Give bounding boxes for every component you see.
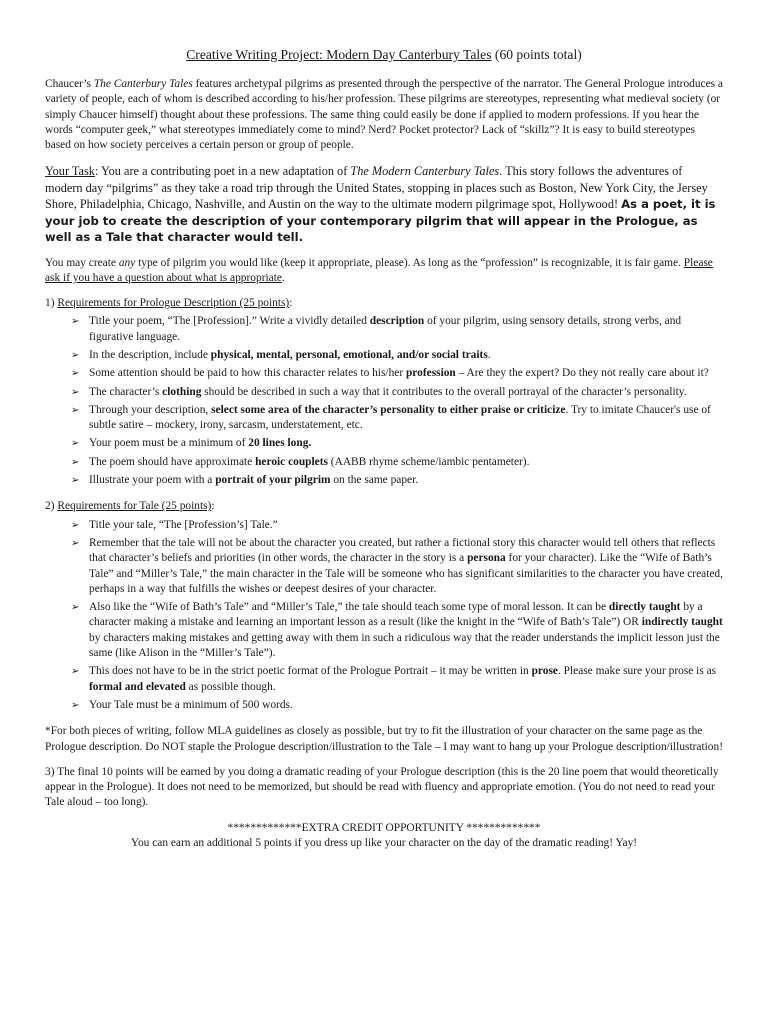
item-text: The character’s: [89, 385, 163, 398]
tale-heading-text: Requirements for Tale (25 points): [57, 500, 212, 513]
title-text: Creative Writing Project: Modern Day Canterbury Tales: [186, 47, 492, 62]
title-points: (60 points total): [491, 47, 582, 62]
task-paragraph: [45, 163, 723, 245]
emphasis-text: formal and elevated: [89, 680, 186, 693]
item-text: as possible though.: [185, 680, 276, 693]
any-pilgrim-paragraph: [45, 256, 723, 287]
item-text: – Are they the expert? Do they not really care about it?: [455, 367, 709, 380]
item-text: (AABB rhyme scheme/iambic pentameter).: [327, 455, 530, 468]
list-item: [45, 403, 723, 434]
mla-note: *For both pieces of writing, follow MLA guidelines as closely as possible, but try to fit the illustration of your character on the same page as the Prologue description. Do NOT staple the Prologue description/illustration to the Tale – I may want to hang up your Prologue description/illustration!: [45, 725, 723, 753]
list-item: [45, 600, 723, 661]
tale-num: 2): [45, 500, 58, 513]
task-text: : You are a contributing poet in a new adaptation of: [94, 164, 351, 179]
list-item: [45, 436, 723, 451]
emphasis-text: physical, mental, personal, emotional, and/or social traits: [210, 349, 488, 361]
intro-text: Chaucer’s: [45, 78, 94, 90]
item-text: Illustrate your poem with a: [89, 474, 216, 487]
arrow-bullet-icon: ➢: [71, 602, 80, 614]
list-item: [45, 664, 723, 695]
item-text: This does not have to be in the strict poetic format of the Prologue Portrait – it may be written in: [89, 665, 532, 678]
item-text: . Try to imitate Chaucer's use of subtle satire – mockery, irony, sarcasm, understatement, etc.: [89, 403, 711, 432]
item-text: . Please make sure your prose is as: [557, 665, 717, 678]
item-text: should be described in such a way that it contributes to the overall portrayal of the character’s personality.: [201, 385, 687, 398]
task-emphasis: As a poet, it is your job to create the description of your contemporary pilgrim that will appear in the Prologue, as well as a Tale that character would tell.: [45, 197, 716, 245]
emphasis-text: 20 lines long.: [248, 437, 312, 450]
intro-paragraph: [45, 77, 723, 153]
list-item: [45, 314, 723, 345]
prologue-heading-text: Requirements for Prologue Description (25 points): [57, 297, 290, 310]
intro-text-rest: features archetypal pilgrims as presented through the perspective of the narrator. The General Prologue introduces a variety of people, each of whom is described according to his/her profession. These pilgrims are stereotypes, representing what medieval society (or simply Chaucer himself) thought about these professions. The same thing could easily be done if applied to modern professions. If you hear the words “computer geek,” what stereotypes immediately come to mind? Nerd? Pocket protector? Lack of “skillz”? It is easy to build stereotypes based on how society perceives a certain person or group of people.: [45, 78, 723, 152]
list-item: [45, 698, 723, 713]
any-underlined: Please ask if you have a question about what is appropriate: [45, 256, 713, 284]
item-text: Through your description,: [89, 403, 212, 416]
prologue-requirements-list: [45, 314, 723, 488]
emphasis-text: prose: [531, 665, 558, 678]
list-item: [45, 455, 723, 470]
item-text: for your character). Like the “Wife of Bath’s Tale” and “Miller’s Tale,” the main character in the Tale will be someone who has significant similarities to the character you have created, perhaps in a way that fulfills the wishes or deepest desires of your character.: [89, 552, 723, 595]
arrow-bullet-icon: ➢: [71, 316, 80, 328]
item-text: Some attention should be paid to how this character relates to his/her: [89, 367, 406, 380]
any-text-3: .: [281, 271, 285, 284]
tale-colon: :: [211, 500, 215, 513]
arrow-bullet-icon: ➢: [71, 438, 80, 450]
list-item: [45, 536, 723, 597]
arrow-bullet-icon: ➢: [71, 456, 80, 468]
extra-credit-heading: *************EXTRA CREDIT OPPORTUNITY *************: [227, 821, 541, 834]
page-title: [45, 46, 723, 63]
item-text: by characters making mistakes and getting away with them in such a ridiculous way that the reader understands the implicit lesson just the same (like Alison in the “Miller’s Tale”).: [89, 631, 720, 660]
emphasis-text: select some area of the character’s personality to either praise or criticize: [211, 403, 566, 416]
arrow-bullet-icon: ➢: [71, 519, 80, 531]
emphasis-text: profession: [405, 367, 456, 380]
item-text: Remember that the tale will not be about the character you created, but rather a fictional story this character would tell others that reflects that character’s beliefs and priorities (in other words, the character in the story is a: [89, 536, 716, 565]
any-italic: any: [118, 256, 136, 269]
list-item: [45, 348, 723, 363]
list-item: [45, 366, 723, 381]
list-item: [45, 518, 723, 533]
arrow-bullet-icon: ➢: [71, 475, 80, 487]
any-text: You may create: [45, 256, 119, 269]
emphasis-text: portrait of your pilgrim: [215, 474, 331, 487]
emphasis-text: indirectly taught: [641, 616, 723, 629]
task-book-title: The Modern Canterbury Tales: [350, 164, 500, 179]
list-item: [45, 473, 723, 488]
emphasis-text: persona: [467, 552, 506, 565]
final-points-paragraph: 3) The final 10 points will be earned by you doing a dramatic reading of your Prologue description (this is the 20 line poem that would theoretically appear in the Prologue). It does not need to be memorized, but should be read with fluency and appropriate emotion. (You do not need to read your Tale aloud – too long).: [45, 765, 719, 809]
arrow-bullet-icon: ➢: [71, 386, 80, 398]
emphasis-text: description: [369, 315, 425, 328]
item-text: on the same paper.: [330, 474, 419, 487]
item-text: .: [487, 349, 491, 361]
any-text-2: type of pilgrim you would like (keep it appropriate, please). As long as the “profession” is recognizable, it is fair game.: [135, 256, 684, 269]
prologue-num: 1): [45, 297, 58, 310]
tale-heading: [45, 499, 723, 514]
emphasis-text: heroic couplets: [255, 455, 328, 468]
emphasis-text: clothing: [162, 385, 202, 398]
item-text: Also like the “Wife of Bath’s Tale” and “Miller’s Tale,” the tale should teach some type of moral lesson. It can be: [89, 601, 609, 614]
item-text: by a character making a mistake and learning an important lesson as a result (like the knight in the “Wife of Bath’s Tale”) OR: [89, 601, 703, 629]
extra-credit-text: You can earn an additional 5 points if you dress up like your character on the day of the dramatic reading! Yay!: [130, 837, 638, 850]
list-item: [45, 385, 723, 400]
tale-requirements-list: [45, 518, 723, 714]
emphasis-text: directly taught: [608, 601, 681, 614]
item-text: In the description, include: [89, 349, 211, 361]
arrow-bullet-icon: ➢: [71, 350, 80, 361]
arrow-bullet-icon: ➢: [71, 404, 80, 416]
item-text: Title your poem, “The [Profession].” Write a vividly detailed: [89, 315, 370, 328]
arrow-bullet-icon: ➢: [71, 537, 80, 549]
item-text: of your pilgrim, using sensory details, strong verbs, and figurative language.: [89, 315, 682, 343]
arrow-bullet-icon: ➢: [71, 699, 80, 711]
item-text: The poem should have approximate: [89, 455, 256, 468]
prologue-colon: :: [289, 297, 293, 310]
task-text-2: . This story follows the adventures of modern day “pilgrims” as they take a road trip through the United States, stopping in places such as Boston, New York City, the Jersey Shore, Philadelphia, Chicago, Nashville, and Austin on the way to the ultimate modern pilgrimage spot, Hollywood!: [45, 164, 708, 212]
arrow-bullet-icon: ➢: [71, 666, 80, 678]
intro-book-title: The Canterbury Tales: [93, 78, 193, 90]
arrow-bullet-icon: ➢: [71, 368, 80, 380]
task-label: Your Task: [45, 164, 95, 179]
item-text: Title your tale, “The [Profession’s] Tale.”: [89, 518, 278, 531]
prologue-heading: [45, 296, 723, 311]
item-text: Your poem must be a minimum of: [89, 437, 249, 450]
item-text: Your Tale must be a minimum of 500 words.: [89, 698, 293, 711]
